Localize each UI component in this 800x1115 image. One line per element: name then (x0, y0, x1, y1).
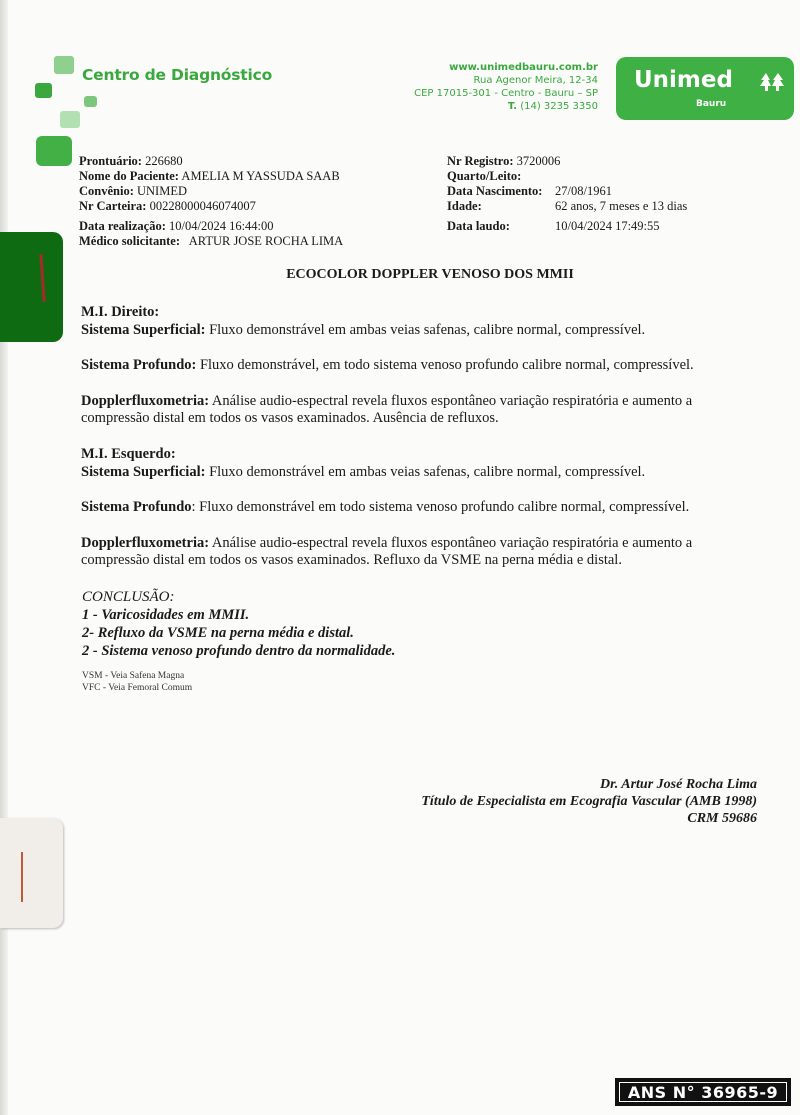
doctor-name: Dr. Artur José Rocha Lima (599, 777, 757, 792)
report-title: ECOCOLOR DOPPLER VENOSO DOS MMII (286, 267, 574, 282)
conclusion-item: 2 - Sistema venoso profundo dentro da normalidade. (82, 643, 396, 659)
patient-name-label: Nome do Paciente: (79, 169, 179, 183)
right-sup-text: Fluxo demonstrável em ambas veias safenas, calibre normal, compressível. (205, 321, 646, 338)
left-doppler-label: Dopplerfluxometria: (81, 534, 210, 551)
ans-number: ANS N° 36965-9 (619, 1082, 787, 1102)
section-left-limb (81, 446, 761, 570)
abbreviations (82, 671, 192, 694)
carteira-value: 00228000046074007 (149, 199, 256, 213)
left-prof-label: Sistema Profundo (81, 499, 192, 515)
patient-info-left (79, 154, 343, 249)
medico-value: ARTUR JOSE ROCHA LIMA (188, 234, 344, 248)
convenio-value: UNIMED (137, 184, 187, 198)
ans-badge (615, 1078, 791, 1106)
tab-marker (21, 852, 23, 902)
patient-name-value: AMELIA M YASSUDA SAAB (181, 169, 340, 183)
laudo-label: Data laudo: (447, 219, 510, 233)
convenio-label: Convênio: (79, 184, 134, 198)
address-line2: CEP 17015-301 - Centro - Bauru – SP (414, 88, 598, 99)
nascimento-value: 27/08/1961 (555, 184, 612, 198)
right-prof-text: Fluxo demonstrável, em todo sistema venoso profundo calibre normal, compressível. (196, 357, 694, 373)
quarto-label: Quarto/Leito: (447, 169, 522, 183)
conclusion-block (82, 588, 395, 660)
right-prof-label: Sistema Profundo: (81, 357, 197, 373)
registro-label: Nr Registro: (447, 154, 514, 168)
patient-info-right (447, 154, 687, 234)
doctor-crm: CRM 59686 (687, 811, 757, 826)
unimed-logo (616, 57, 794, 120)
prontuario-value: 226680 (145, 154, 183, 168)
binder-tab-green (0, 232, 63, 342)
page-edge (0, 0, 8, 1115)
right-doppler-label: Dopplerfluxometria: (81, 392, 210, 409)
brand-name: Unimed (634, 67, 733, 93)
carteira-label: Nr Carteira: (79, 199, 147, 213)
left-prof-text: : Fluxo demonstrável em todo sistema venoso profundo calibre normal, compressível. (191, 499, 690, 515)
left-doppler-text: Análise audio-espectral revela fluxos espontâneo variação respiratória e aumento a compressão distal em todos os vasos examinados. Refluxo da VSME na perna média e distal. (81, 534, 693, 568)
conclusion-heading: CONCLUSÃO: (82, 589, 175, 605)
realizacao-value: 10/04/2024 16:44:00 (169, 219, 274, 233)
laudo-value: 10/04/2024 17:49:55 (555, 219, 660, 233)
signature-block (421, 776, 757, 827)
brand-city: Bauru (696, 99, 727, 109)
abbreviation-item: VSM - Veia Safena Magna (82, 671, 185, 681)
section-right-limb (81, 304, 761, 428)
left-sup-text: Fluxo demonstrável em ambas veias safenas, calibre normal, compressível. (205, 463, 646, 480)
left-heading: M.I. Esquerdo: (81, 446, 176, 462)
realizacao-label: Data realização: (79, 219, 166, 233)
medico-label: Médico solicitante: (79, 234, 181, 248)
doctor-title: Título de Especialista em Ecografia Vascular (AMB 1998) (421, 794, 757, 809)
abbreviation-item: VFC - Veia Femoral Comum (82, 682, 193, 693)
contact-block (414, 61, 598, 113)
website-link[interactable]: www.unimedbauru.com.br (449, 62, 598, 73)
prontuario-label: Prontuário: (79, 154, 142, 168)
nascimento-label: Data Nascimento: (447, 184, 543, 198)
registro-value: 3720006 (516, 154, 561, 168)
unimed-tree-icon (760, 71, 784, 93)
right-doppler-text: Análise audio-espectral revela fluxos espontâneo variação respiratória e aumento a compressão distal em todos os vasos examinados. Ausência de refluxos. (81, 392, 693, 426)
phone-prefix: T. (507, 101, 518, 112)
idade-value: 62 anos, 7 meses e 13 dias (555, 199, 688, 213)
binder-tab-white (0, 818, 63, 928)
right-heading: M.I. Direito: (81, 304, 160, 320)
phone-number: (14) 3235 3350 (520, 101, 598, 112)
left-sup-label: Sistema Superficial: (81, 463, 206, 480)
idade-label: Idade: (447, 199, 482, 213)
address-line1: Rua Agenor Meira, 12-34 (473, 75, 598, 86)
right-sup-label: Sistema Superficial: (81, 321, 206, 338)
conclusion-item: 2- Refluxo da VSME na perna média e distal. (82, 625, 354, 641)
conclusion-item: 1 - Varicosidades em MMII. (82, 607, 250, 623)
center-name: Centro de Diagnóstico (82, 66, 273, 84)
